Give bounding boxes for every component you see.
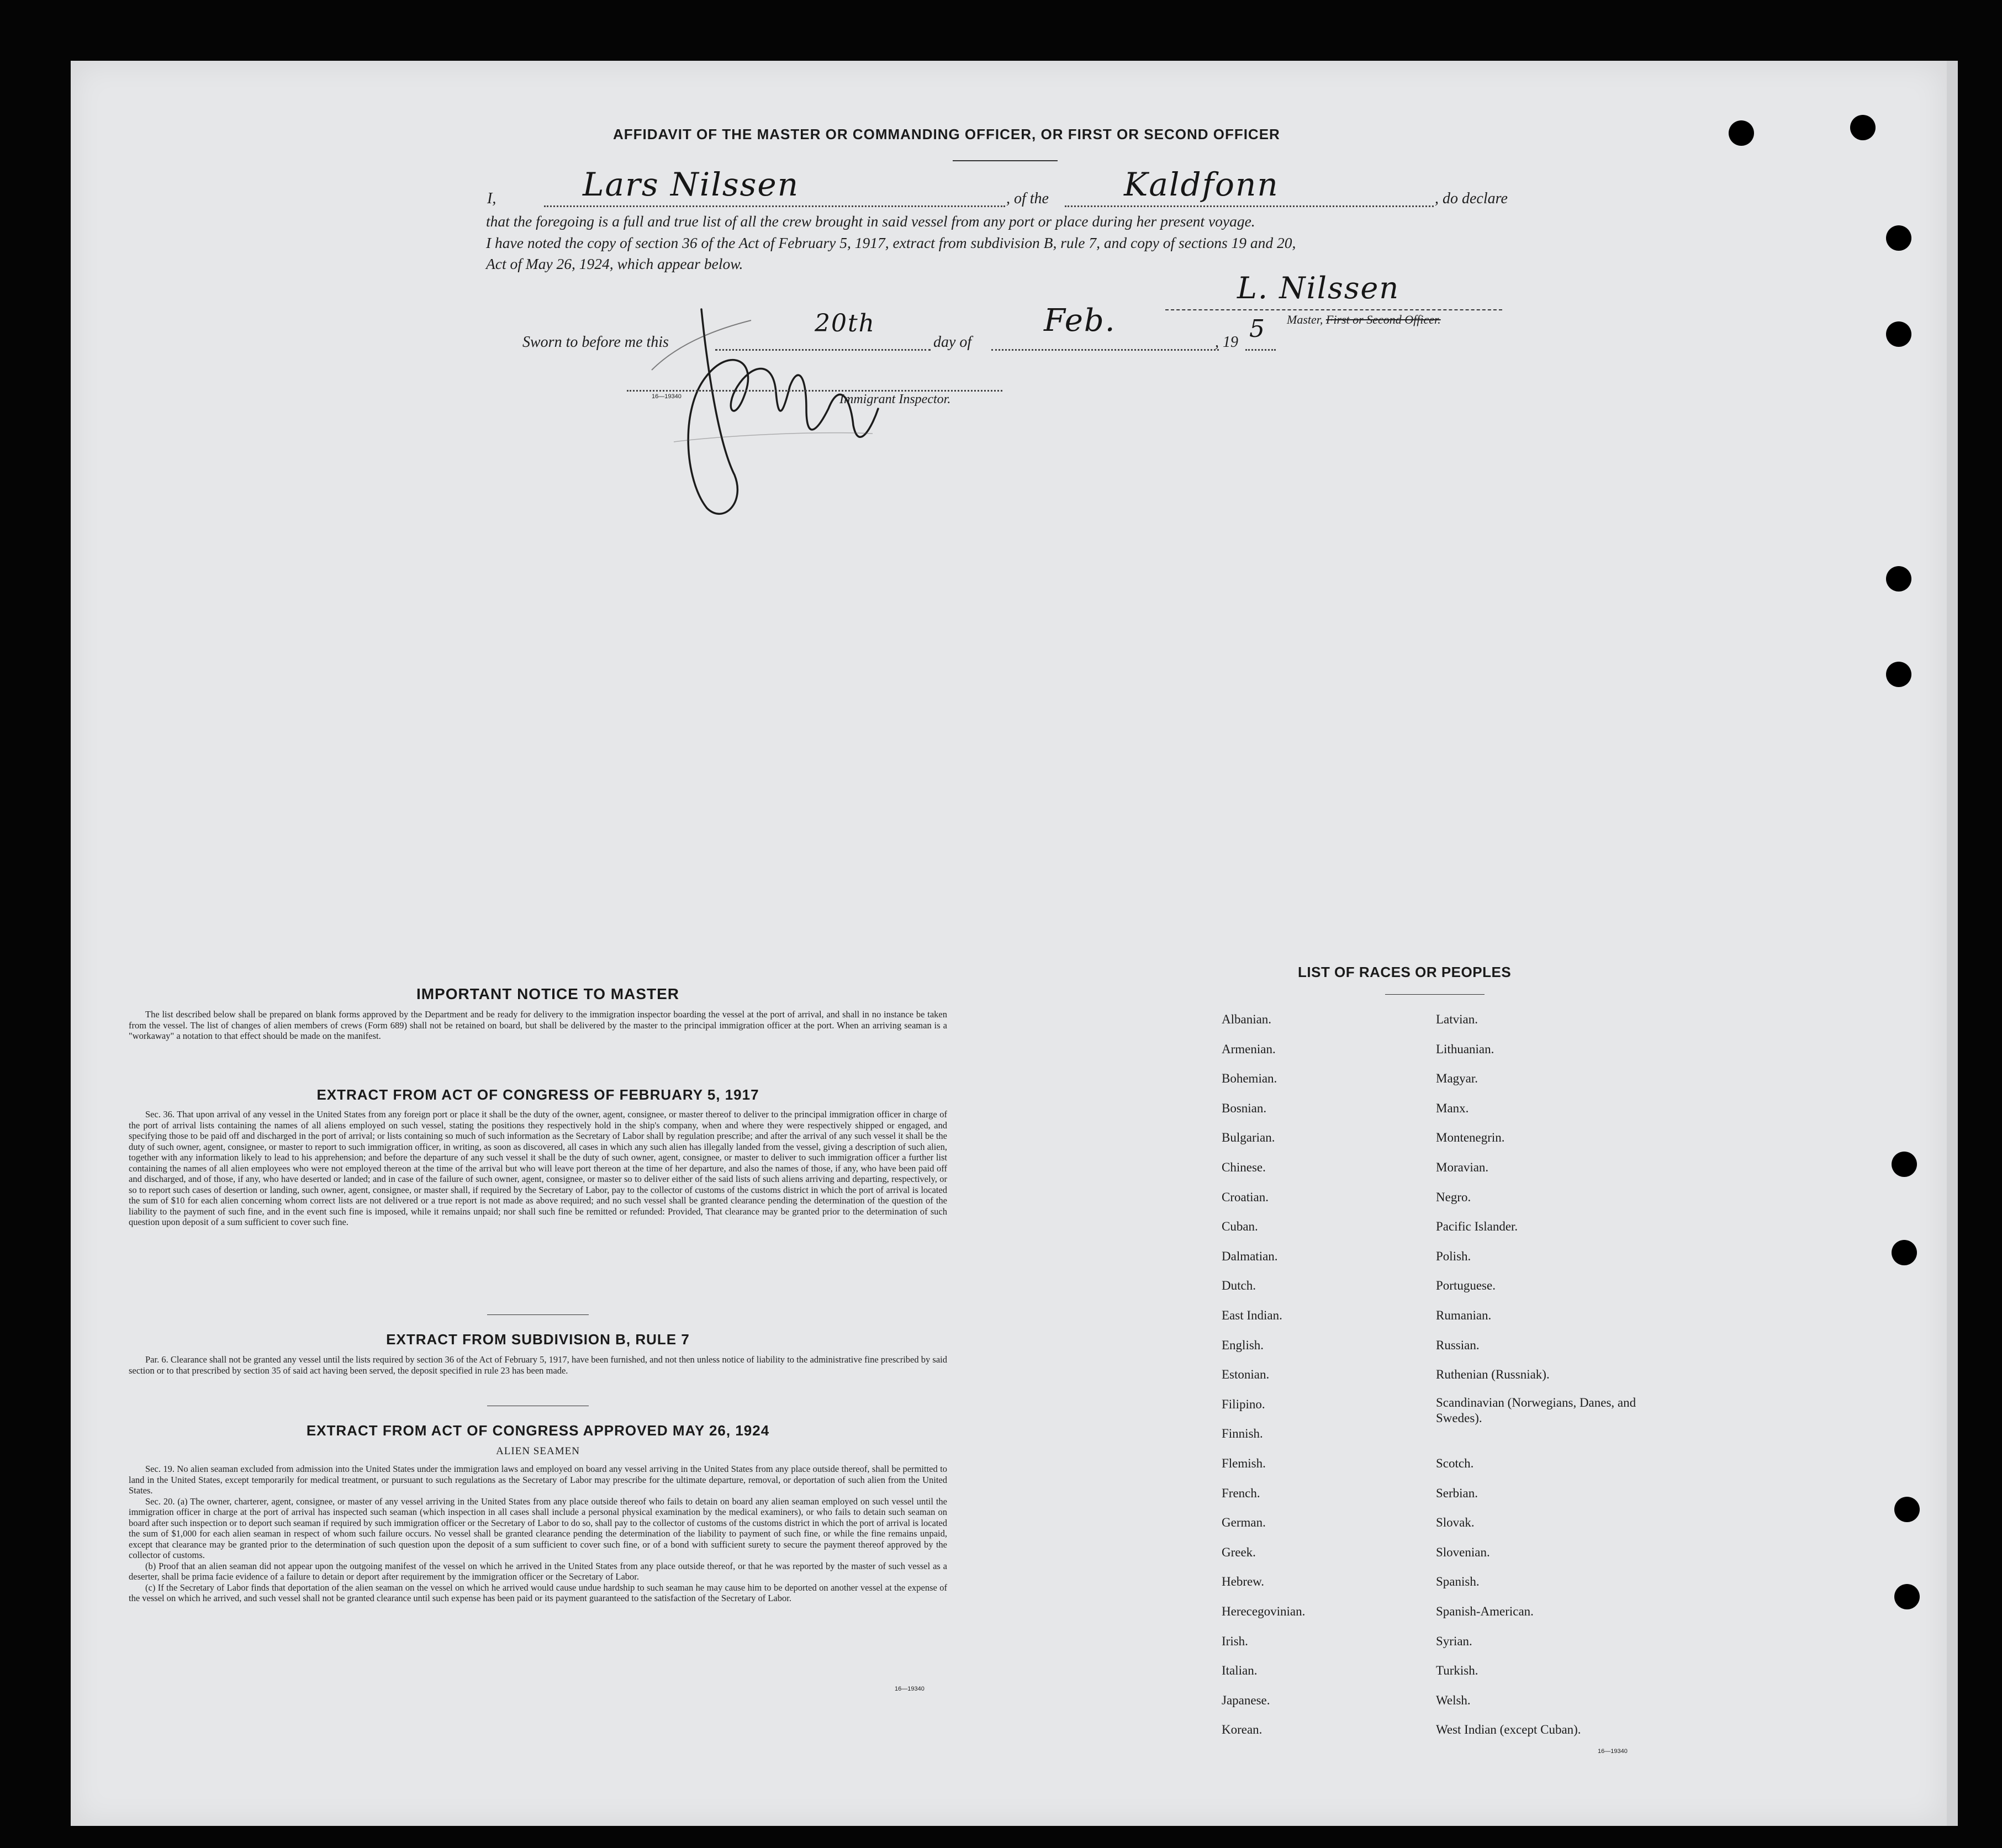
races-title: LIST OF RACES OR PEOPLES	[1298, 964, 1512, 980]
race-item: Hebrew.	[1222, 1575, 1265, 1589]
section-20a: Sec. 20. (a) The owner, charterer, agent, consignee, or master of any vessel arriving in the United States from any place outside thereof who fails to detain on board any alien seaman employed on such vessel until the immigration officer in charge at the port of arrival has inspected such seaman (which inspection in all cases shall include a personal physical examination by the medical examiners), or who fails to detain such seaman on board after such inspection or to deport such seaman if required by such immigration officer or the Secretary of Labor to do so, shall pay to the collector of customs of the customs district in which the port of arrival is located the sum of $1,000 for each alien seaman in respect of whom such failure occurs. No vessel shall be granted clearance pending the determination of the liability to payment of such fine, or while the fine remains unpaid, except that clearance may be granted prior to the determination of such question upon the deposit of a sum sufficient to cover such fine, or of a bond with sufficient surety to secure the payment thereof approved by the collector of customs.	[129, 1496, 947, 1560]
punch-hole	[1886, 566, 1911, 592]
race-item: Portuguese.	[1436, 1279, 1496, 1293]
page-binding-edge	[1947, 61, 1958, 1826]
extract-form-number: 16—19340	[895, 1686, 925, 1692]
inspector-line	[627, 390, 1002, 392]
race-item: Latvian.	[1436, 1012, 1478, 1026]
race-item: Rumanian.	[1436, 1308, 1492, 1322]
race-item: Herecegovinian.	[1222, 1604, 1306, 1618]
race-item: Polish.	[1436, 1249, 1471, 1263]
race-item: Chinese.	[1222, 1160, 1266, 1174]
race-item: Japanese.	[1222, 1693, 1270, 1707]
punch-hole	[1892, 1152, 1917, 1177]
extract-1924-subtitle: ALIEN SEAMEN	[496, 1445, 580, 1457]
extract-1917-text: Sec. 36. That upon arrival of any vessel in the United States from any foreign port or place it shall be the duty of the owner, agent, consignee, or master thereof to deliver to the principal immigration officer in charge of the port of arrival lists containing the names of all aliens employed on such vessel, stating the positions they respectively hold in the ship's company, when and where they were respectively shipped or engaged, and specifying those to be paid off and discharged in the port of arrival; or lists containing so much of such information as the Secretary of Labor shall by regulation prescribe; and after the arrival of any such vessel it shall be the duty of such owner, agent, consignee, or master to report to such immigration officer, in writing, as soon as discovered, all cases in which any such alien has illegally landed from the vessel, giving a description of such alien, together with any information likely to lead to his apprehension; and before the departure of any such vessel it shall be the duty of such owner, agent, consignee, or master to deliver to such immigration officer a further list containing the names of all alien employees who were not employed thereon at the time of the arrival but who will leave port thereon at the time of her departure, and also the names of those, if any, who have been paid off and discharged, and of those, if any, who have deserted or landed; and in case of the failure of such owner, agent, consignee, or master so to deliver either of the said lists of such aliens arriving and departing, respectively, or so to report such cases of desertion or landing, such owner, agent, consignee, or master shall, if required by the Secretary of Labor, pay to the collector of customs of the customs district in which the port of arrival is located the sum of $10 for each alien concerning whom correct lists are not delivered or a true report is not made as above required; and no such vessel shall be granted clearance pending the determination of the question of the liability to the payment of such fine, and in the event such fine is imposed, while it remains unpaid; nor shall such fine be remitted or refunded: Provided, That clearance may be granted prior to the determination of such question upon deposit of a sum sufficient to cover such fine.	[129, 1109, 947, 1227]
sworn-prefix: Sworn to before me this	[522, 334, 669, 351]
extract-1924-title: EXTRACT FROM ACT OF CONGRESS APPROVED MAY 26, 1924	[306, 1422, 770, 1439]
race-item: Dutch.	[1222, 1279, 1256, 1293]
vessel-name-line	[1065, 205, 1434, 207]
race-item: Armenian.	[1222, 1042, 1276, 1056]
race-item: Lithuanian.	[1436, 1042, 1494, 1056]
sworn-month: Feb.	[1044, 303, 1116, 339]
race-item: Irish.	[1222, 1634, 1248, 1648]
sworn-month-line	[991, 349, 1219, 351]
notice-text: The list described below shall be prepared on blank forms approved by the Department and be ready for delivery to the immigration inspector boarding the vessel at the port of arrival, and shall in no instance be taken from the vessel. The list of changes of alien members of crews (Form 689) shall not be retained on board, but shall be delivered by the master to the principal immigration officer at the port. When an arriving seaman is a "workaway" a notation to that effect should be made on the manifest.	[129, 1009, 947, 1041]
race-item: East Indian.	[1222, 1308, 1282, 1322]
punch-hole	[1850, 115, 1876, 140]
race-item: Filipino.	[1222, 1397, 1265, 1411]
punch-hole	[1894, 1584, 1920, 1609]
race-item: Montenegrin.	[1436, 1131, 1505, 1145]
master-name-line	[544, 205, 1005, 207]
master-signature: L. Nilssen	[1237, 271, 1400, 305]
race-item: Flemish.	[1222, 1456, 1266, 1470]
race-item: Korean.	[1222, 1723, 1263, 1737]
section-19: Sec. 19. No alien seaman excluded from admission into the United States under the immigration laws and employed on board any vessel arriving in the United States from any place outside thereof, shall be permitted to land in the United States, except temporarily for medical treatment, or pursuant to such regulations as the Secretary of Labor may prescribe for the ultimate departure, removal, or deportation of such alien from the United States.	[129, 1464, 947, 1496]
race-item: Cuban.	[1222, 1219, 1258, 1234]
race-item: Spanish-American.	[1436, 1604, 1534, 1618]
race-item: Italian.	[1222, 1664, 1258, 1678]
race-item: Serbian.	[1436, 1486, 1478, 1500]
race-item: Spanish.	[1436, 1575, 1480, 1589]
inspector-label: Immigrant Inspector.	[839, 392, 951, 406]
year-suffix: 5	[1249, 315, 1266, 343]
section-20b: (b) Proof that an alien seaman did not appear upon the outgoing manifest of the vessel on which he arrived in the United States from any place outside thereof, or that he was reported by the master of such vessel as a deserter, shall be prima facie evidence of a failure to detain or deport after requirement by the immigration officer or the Secretary of Labor.	[129, 1560, 947, 1582]
race-item: Estonian.	[1222, 1367, 1270, 1382]
race-item: Russian.	[1436, 1338, 1480, 1352]
race-item: Bosnian.	[1222, 1101, 1267, 1115]
punch-hole	[1894, 1497, 1920, 1522]
year-line	[1245, 349, 1276, 351]
race-item: Dalmatian.	[1222, 1249, 1278, 1263]
races-form-number: 16—19340	[1598, 1748, 1628, 1755]
race-item: Magyar.	[1436, 1071, 1478, 1086]
punch-hole	[1892, 1240, 1917, 1265]
day-of-label: day of	[933, 334, 972, 351]
affidavit-line1-suffix: , do declare	[1435, 190, 1508, 207]
race-item: Croatian.	[1222, 1190, 1269, 1204]
punch-hole	[1886, 662, 1911, 687]
notice-title: IMPORTANT NOTICE TO MASTER	[416, 985, 680, 1002]
year-prefix: , 19	[1215, 334, 1238, 351]
affidavit-line2: that the foregoing is a full and true list of all the crew brought in said vessel from any port or place during her present voyage.	[486, 213, 1255, 230]
race-item: Pacific Islander.	[1436, 1219, 1518, 1234]
race-item: Bulgarian.	[1222, 1131, 1275, 1145]
race-item: Albanian.	[1222, 1012, 1272, 1026]
affidavit-title: AFFIDAVIT OF THE MASTER OR COMMANDING OFFICER, OR FIRST OR SECOND OFFICER	[613, 126, 1280, 142]
race-item: Turkish.	[1436, 1664, 1478, 1678]
affidavit-line1-mid: , of the	[1006, 190, 1049, 207]
rule7-title: EXTRACT FROM SUBDIVISION B, RULE 7	[386, 1331, 690, 1348]
master-name: Lars Nilssen	[583, 166, 800, 203]
affidavit-form-number: 16—19340	[652, 393, 682, 400]
title-master: Master,	[1287, 313, 1323, 326]
race-item: Slovak.	[1436, 1516, 1475, 1530]
rule7-text: Par. 6. Clearance shall not be granted any vessel until the lists required by section 36 of the Act of February 5, 1917, have been furnished, and not then unless notice of liability to the administrative fine prescribed by said section or to that prescribed by section 35 of said act having been served, the deposit specified in rule 23 has been made.	[129, 1354, 947, 1376]
race-item: English.	[1222, 1338, 1264, 1352]
punch-hole	[1886, 321, 1911, 347]
inspector-signature-mark	[641, 298, 950, 536]
sworn-day: 20th	[815, 309, 876, 337]
punch-hole	[1729, 120, 1754, 146]
race-item: Ruthenian (Russniak).	[1436, 1367, 1550, 1382]
race-item: Scotch.	[1436, 1456, 1474, 1470]
race-item: German.	[1222, 1516, 1266, 1530]
punch-hole	[1886, 225, 1911, 251]
races-divider	[1385, 994, 1485, 995]
title-divider	[953, 160, 1058, 161]
officer-title	[1287, 313, 1441, 327]
race-item: Moravian.	[1436, 1160, 1489, 1174]
race-item: Scandinavian (Norwegians, Danes, and Swedes).	[1436, 1395, 1636, 1425]
race-item: West Indian (except Cuban).	[1436, 1723, 1581, 1737]
section-20c: (c) If the Secretary of Labor finds that deportation of the alien seaman on the vessel on which he arrived would cause undue hardship to such seaman he may cause him to be deported on another vessel at the expense of the vessel on which he arrived, and such vessel shall not be granted clearance until such expense has been paid or its payment guaranteed to the satisfaction of the Secretary of Labor.	[129, 1582, 947, 1603]
extract-1924-body	[129, 1464, 947, 1604]
extract-divider	[487, 1314, 589, 1315]
signature-line	[1165, 309, 1502, 310]
race-item: Manx.	[1436, 1101, 1469, 1115]
race-item: Bohemian.	[1222, 1071, 1277, 1086]
affidavit-line3: I have noted the copy of section 36 of the Act of February 5, 1917, extract from subdivision B, rule 7, and copy of sections 19 and 20,	[486, 234, 1296, 251]
affidavit-line1-prefix: I,	[487, 190, 496, 207]
affidavit-line4: Act of May 26, 1924, which appear below.	[486, 255, 743, 272]
race-item: Slovenian.	[1436, 1545, 1490, 1559]
race-item: Greek.	[1222, 1545, 1256, 1559]
race-item: French.	[1222, 1486, 1260, 1500]
extract-1917-title: EXTRACT FROM ACT OF CONGRESS OF FEBRUARY 5, 1917	[316, 1086, 759, 1103]
race-item: Syrian.	[1436, 1634, 1472, 1648]
race-item: Finnish.	[1222, 1427, 1263, 1441]
title-struck: First or Second Officer.	[1325, 313, 1441, 326]
vessel-name: Kaldfonn	[1124, 166, 1279, 203]
race-item: Welsh.	[1436, 1693, 1471, 1707]
race-item: Negro.	[1436, 1190, 1471, 1204]
